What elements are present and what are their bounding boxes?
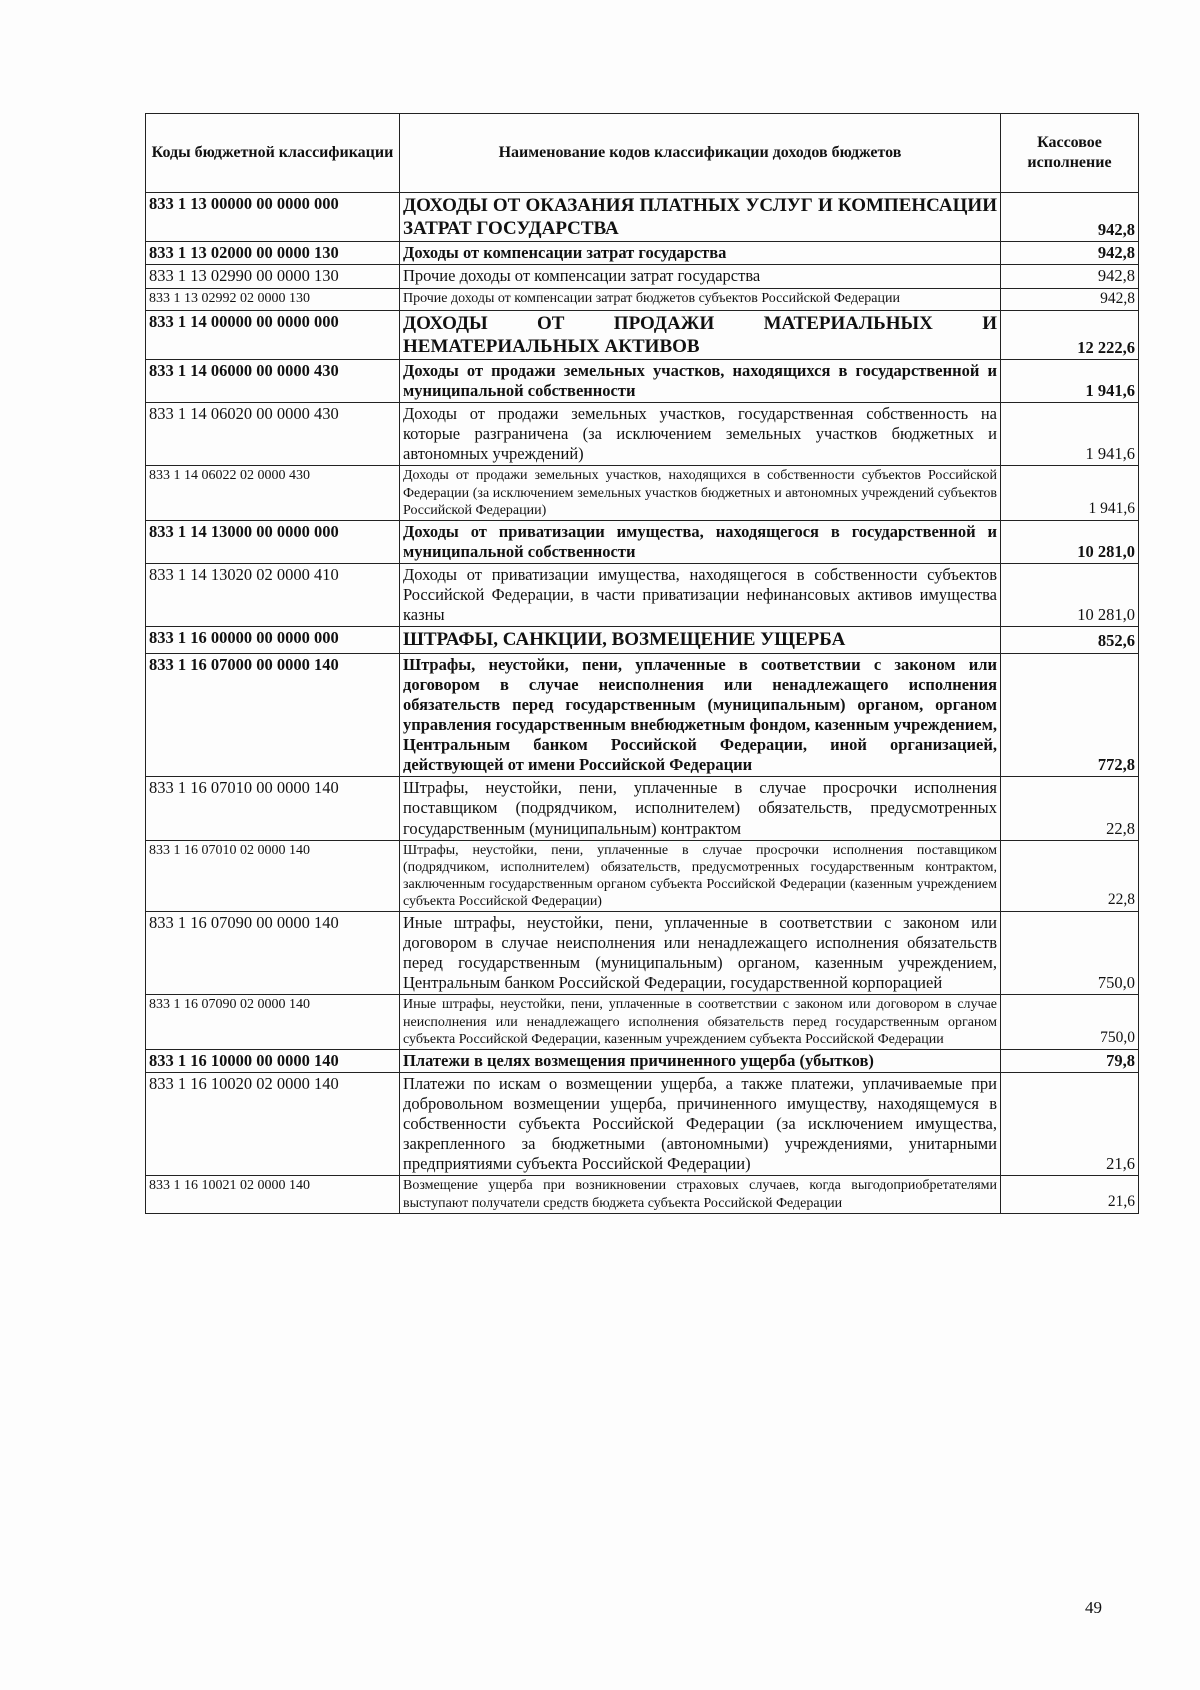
code-cell: 833 1 14 13000 00 0000 000	[146, 520, 400, 563]
name-cell: Доходы от продажи земельных участков, находящихся в государственной и муниципальной собственности	[400, 359, 1001, 402]
name-cell: Доходы от продажи земельных участков, государственная собственность на которые разграничена (за исключением земельных участков бюджетных и автономных учреждений)	[400, 403, 1001, 466]
code-cell: 833 1 13 00000 00 0000 000	[146, 193, 400, 242]
name-cell: ДОХОДЫ ОТ ОКАЗАНИЯ ПЛАТНЫХ УСЛУГ И КОМПЕНСАЦИИ ЗАТРАТ ГОСУДАРСТВА	[400, 193, 1001, 242]
table-row	[146, 911, 1139, 995]
code-cell: 833 1 16 07010 00 0000 140	[146, 777, 400, 840]
code-cell: 833 1 16 07090 00 0000 140	[146, 911, 400, 995]
amount-cell: 942,8	[1001, 242, 1139, 265]
name-cell: Доходы от продажи земельных участков, находящихся в собственности субъектов Российской Федерации (за исключением земельных участков бюджетных и автономных учреждений субъектов Российской Федерации)	[400, 466, 1001, 520]
name-cell: Платежи по искам о возмещении ущерба, а также платежи, уплачиваемые при добровольном возмещении ущерба, причиненного имуществу, находящемуся в собственности субъекта Российской Федерации (за исключением имущества, закрепленного за бюджетными (автономными) учреждениями, унитарными предприятиями субъекта Российской Федерации)	[400, 1072, 1001, 1176]
name-cell: Штрафы, неустойки, пени, уплаченные в соответствии с законом или договором в случае неисполнения или ненадлежащего исполнения обязательств перед государственным (муниципальным) органом, органом управления государственным внебюджетным фондом, казенным учреждением, Центральным банком Российской Федерации, иной организацией, действующей от имени Российской Федерации	[400, 653, 1001, 777]
name-cell: Доходы от приватизации имущества, находящегося в государственной и муниципальной собственности	[400, 520, 1001, 563]
name-cell: Прочие доходы от компенсации затрат государства	[400, 265, 1001, 288]
table-row	[146, 653, 1139, 777]
table-row	[146, 995, 1139, 1049]
header-code: Коды бюджетной классификации	[146, 114, 400, 193]
table-row	[146, 1176, 1139, 1213]
name-cell: ШТРАФЫ, САНКЦИИ, ВОЗМЕЩЕНИЕ УЩЕРБА	[400, 627, 1001, 653]
amount-cell: 79,8	[1001, 1049, 1139, 1072]
name-cell: Иные штрафы, неустойки, пени, уплаченные в соответствии с законом или договором в случае неисполнения или ненадлежащего исполнения обязательств перед государственным (муниципальным) органом, казенным учреждением, Центральным банком Российской Федерации, государственной корпорацией	[400, 911, 1001, 995]
code-cell: 833 1 16 10000 00 0000 140	[146, 1049, 400, 1072]
amount-cell: 750,0	[1001, 995, 1139, 1049]
amount-cell: 21,6	[1001, 1072, 1139, 1176]
amount-cell: 852,6	[1001, 627, 1139, 653]
table-row	[146, 403, 1139, 466]
name-cell: Прочие доходы от компенсации затрат бюджетов субъектов Российской Федерации	[400, 288, 1001, 310]
amount-cell: 942,8	[1001, 193, 1139, 242]
code-cell: 833 1 14 13020 02 0000 410	[146, 563, 400, 626]
amount-cell: 772,8	[1001, 653, 1139, 777]
code-cell: 833 1 16 07010 02 0000 140	[146, 840, 400, 911]
header-name: Наименование кодов классификации доходов бюджетов	[400, 114, 1001, 193]
budget-table	[145, 113, 1139, 1214]
table-row	[146, 840, 1139, 911]
table-row	[146, 265, 1139, 288]
code-cell: 833 1 16 07090 02 0000 140	[146, 995, 400, 1049]
code-cell: 833 1 16 10021 02 0000 140	[146, 1176, 400, 1213]
table-row	[146, 1072, 1139, 1176]
table-row	[146, 466, 1139, 520]
code-cell: 833 1 14 06022 02 0000 430	[146, 466, 400, 520]
amount-cell: 21,6	[1001, 1176, 1139, 1213]
amount-cell: 1 941,6	[1001, 359, 1139, 402]
code-cell: 833 1 16 00000 00 0000 000	[146, 627, 400, 653]
table-header-row	[146, 114, 1139, 193]
table-row	[146, 193, 1139, 242]
name-cell: Платежи в целях возмещения причиненного ущерба (убытков)	[400, 1049, 1001, 1072]
table-row	[146, 1049, 1139, 1072]
table-row	[146, 563, 1139, 626]
header-amount: Кассовое исполнение	[1001, 114, 1139, 193]
amount-cell: 22,8	[1001, 777, 1139, 840]
amount-cell: 12 222,6	[1001, 310, 1139, 359]
table-row	[146, 288, 1139, 310]
table-row	[146, 242, 1139, 265]
table-body	[146, 193, 1139, 1214]
code-cell: 833 1 13 02992 02 0000 130	[146, 288, 400, 310]
code-cell: 833 1 13 02990 00 0000 130	[146, 265, 400, 288]
amount-cell: 10 281,0	[1001, 563, 1139, 626]
page-number: 49	[1085, 1598, 1102, 1617]
code-cell: 833 1 13 02000 00 0000 130	[146, 242, 400, 265]
table-row	[146, 520, 1139, 563]
code-cell: 833 1 16 10020 02 0000 140	[146, 1072, 400, 1176]
code-cell: 833 1 14 06000 00 0000 430	[146, 359, 400, 402]
table-row	[146, 359, 1139, 402]
table-row	[146, 777, 1139, 840]
name-cell: Штрафы, неустойки, пени, уплаченные в случае просрочки исполнения поставщиком (подрядчиком, исполнителем) обязательств, предусмотренных государственным (муниципальным) контрактом	[400, 777, 1001, 840]
name-cell: ДОХОДЫ ОТ ПРОДАЖИ МАТЕРИАЛЬНЫХ И НЕМАТЕРИАЛЬНЫХ АКТИВОВ	[400, 310, 1001, 359]
amount-cell: 750,0	[1001, 911, 1139, 995]
code-cell: 833 1 16 07000 00 0000 140	[146, 653, 400, 777]
name-cell: Доходы от компенсации затрат государства	[400, 242, 1001, 265]
name-cell: Возмещение ущерба при возникновении страховых случаев, когда выгодоприобретателями выступают получатели средств бюджета субъекта Российской Федерации	[400, 1176, 1001, 1213]
name-cell: Иные штрафы, неустойки, пени, уплаченные в соответствии с законом или договором в случае неисполнения или ненадлежащего исполнения обязательств перед государственным органом субъекта Российской Федерации, казенным учреждением субъекта Российской Федерации	[400, 995, 1001, 1049]
name-cell: Штрафы, неустойки, пени, уплаченные в случае просрочки исполнения поставщиком (подрядчиком, исполнителем) обязательств, предусмотренных государственным контрактом, заключенным государственным органом субъекта Российской Федерации (казенным учреждением субъекта Российской Федерации)	[400, 840, 1001, 911]
amount-cell: 1 941,6	[1001, 466, 1139, 520]
code-cell: 833 1 14 06020 00 0000 430	[146, 403, 400, 466]
table-row	[146, 627, 1139, 653]
amount-cell: 10 281,0	[1001, 520, 1139, 563]
name-cell: Доходы от приватизации имущества, находящегося в собственности субъектов Российской Федерации, в части приватизации нефинансовых активов имущества казны	[400, 563, 1001, 626]
code-cell: 833 1 14 00000 00 0000 000	[146, 310, 400, 359]
table-row	[146, 310, 1139, 359]
amount-cell: 1 941,6	[1001, 403, 1139, 466]
amount-cell: 942,8	[1001, 265, 1139, 288]
amount-cell: 22,8	[1001, 840, 1139, 911]
amount-cell: 942,8	[1001, 288, 1139, 310]
